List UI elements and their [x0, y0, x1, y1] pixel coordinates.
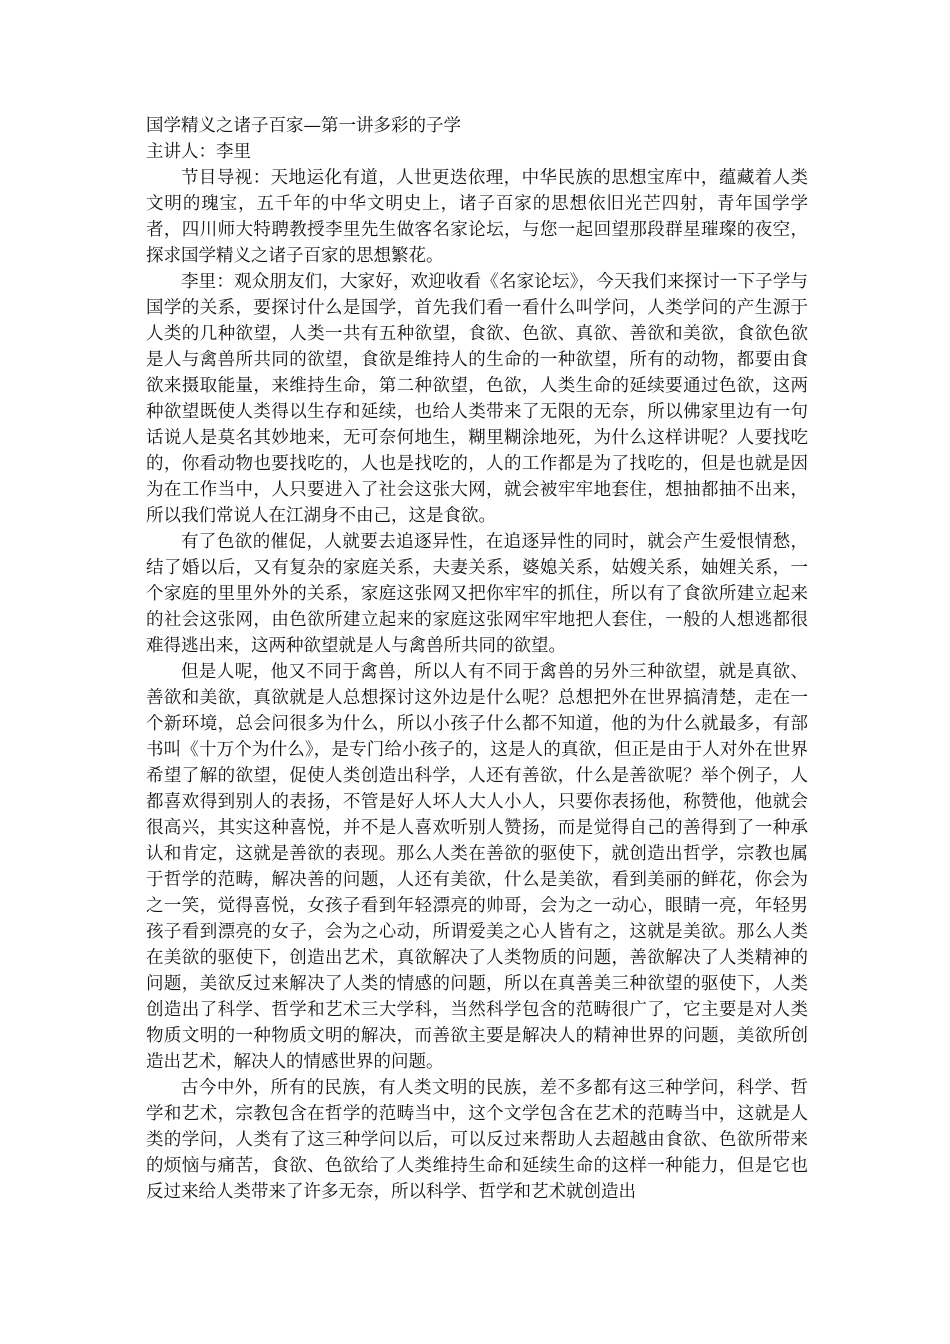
paragraph-desire-family: 有了色欲的催促，人就要去追逐异性，在追逐异性的同时，就会产生爱恨情愁，结了婚以后，又有复杂的家庭关系，夫妻关系，婆媳关系，姑嫂关系，妯娌关系，一个家庭的里里外外的关系，家庭这张网又把你牢牢的抓住，所以有了食欲所建立起来的社会这张网，由色欲所建立起来的家庭这张网牢牢地把人套住，一般的人想逃都很难得逃出来，这两种欲望就是人与禽兽所共同的欲望。 [146, 532, 808, 656]
document-title: 国学精义之诸子百家—第一讲多彩的子学 [146, 116, 461, 136]
paragraph-intro: 节目导视：天地运化有道，人世更迭依理，中华民族的思想宝库中，蕴藏着人类文明的瑰宝，五千年的中华文明史上，诸子百家的思想依旧光芒四射，青年国学学者，四川师大特聘教授李里先生做客名家论坛，与您一起回望那段群星璀璨的夜空，探求国学精义之诸子百家的思想繁花。 [146, 168, 808, 266]
paragraph-truth-good-beauty: 但是人呢，他又不同于禽兽，所以人有不同于禽兽的另外三种欲望，就是真欲、善欲和美欲，真欲就是人总想探讨这外边是什么呢？总想把外在世界搞清楚，走在一个新环境，总会问很多为什么，所以小孩子什么都不知道，他的为什么就最多，有部书叫《十万个为什么》，是专门给小孩子的，这是人的真欲，但正是由于人对外在世界希望了解的欲望，促使人类创造出科学，人还有善欲，什么是善欲呢？举个例子，人都喜欢得到别人的表扬，不管是好人坏人大人小人，只要你表扬他，称赞他，他就会很高兴，其实这种喜悦，并不是人喜欢听别人赞扬，而是觉得自己的善得到了一种承认和肯定，这就是善欲的表现。那么人类在善欲的驱使下，就创造出哲学，宗教也属于哲学的范畴，解决善的问题，人还有美欲，什么是美欲，看到美丽的鲜花，你会为之一笑，觉得喜悦，女孩子看到年轻漂亮的帅哥，会为之一动心，眼睛一亮，年轻男孩子看到漂亮的女子，会为之心动，所谓爱美之心人皆有之，这就是美欲。那么人类在美欲的驱使下，创造出艺术，真欲解决了人类物质的问题，善欲解决了人类精神的问题，美欲反过来解决了人类的情感的问题，所以在真善美三种欲望的驱使下，人类创造出了科学、哲学和艺术三大学科，当然科学包含的范畴很广了，它主要是对人类物质文明的一种物质文明的解决，而善欲主要是解决人的精神世界的问题，美欲所创造出艺术，解决人的情感世界的问题。 [146, 662, 808, 1072]
paragraph-three-disciplines: 古今中外，所有的民族，有人类文明的民族，差不多都有这三种学问，科学、哲学和艺术，宗教包含在哲学的范畴当中，这个文学包含在艺术的范畴当中，这就是人类的学问，人类有了这三种学问以后，可以反过来帮助人去超越由食欲、色欲所带来的烦恼与痛苦，食欲、色欲给了人类维持生命和延续生命的这样一种能力，但是它也反过来给人类带来了许多无奈，所以科学、哲学和艺术就创造出 [146, 1078, 808, 1202]
speaker-line: 主讲人：李里 [146, 142, 251, 162]
document-page [146, 113, 808, 1205]
paragraph-five-desires: 李里：观众朋友们，大家好，欢迎收看《名家论坛》，今天我们来探讨一下子学与国学的关系，要探讨什么是国学，首先我们看一看什么叫学问，人类学问的产生源于人类的几种欲望，人类一共有五种欲望，食欲、色欲、真欲、善欲和美欲，食欲色欲是人与禽兽所共同的欲望，食欲是维持人的生命的一种欲望，所有的动物，都要由食欲来摄取能量，来维持生命，第二种欲望，色欲，人类生命的延续要通过色欲，这两种欲望既使人类得以生存和延续，也给人类带来了无限的无奈，所以佛家里边有一句话说人是莫名其妙地来，无可奈何地生，糊里糊涂地死，为什么这样讲呢？人要找吃的，你看动物也要找吃的，人也是找吃的，人的工作都是为了找吃的，但是也就是因为在工作当中，人只要进入了社会这张大网，就会被牢牢地套住，想抽都抽不出来，所以我们常说人在江湖身不由己，这是食欲。 [146, 272, 808, 526]
